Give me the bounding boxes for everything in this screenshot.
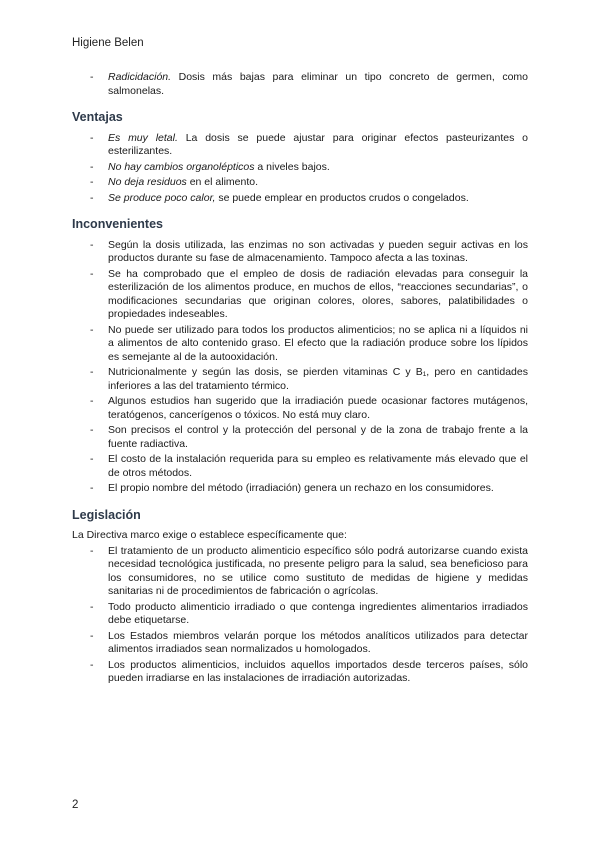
item-text: Dosis más bajas para eliminar un tipo concreto de germen, como salmonelas. — [108, 71, 528, 97]
list-item — [72, 545, 528, 599]
bullet-dash: - — [90, 238, 94, 251]
list-item — [72, 324, 528, 365]
item-text: Los productos alimenticios, incluidos aquellos importados desde terceros países, sólo pueden irradiarse en las instalaciones de irradiación autorizadas. — [108, 658, 528, 684]
item-text: en el alimento. — [186, 176, 259, 188]
bullet-dash: - — [90, 658, 94, 671]
item-emphasis: No deja residuos — [108, 176, 187, 188]
list-item — [72, 482, 528, 496]
section-title-legislacion: Legislación — [72, 507, 141, 522]
bullet-dash: - — [90, 267, 94, 280]
item-emphasis: Se produce poco calor, — [108, 191, 216, 204]
item-text: Se ha comprobado que el empleo de dosis de radiación elevadas para conseguir la esterilización de los alimentos produce, en muchos de ellos, “reacciones secundarias”, o modificaciones secundarias que originan colores, olores, sabores, palatibilidades o propiedades indeseables. — [108, 267, 528, 320]
bullet-dash: - — [90, 323, 94, 336]
list-item — [72, 239, 528, 266]
list-item — [72, 453, 528, 480]
item-text: El propio nombre del método (irradiación) genera un rechazo en los consumidores. — [108, 482, 494, 494]
item-text: Son precisos el control y la protección del personal y de la zona de trabajo frente a la fuente radiactiva. — [108, 424, 528, 450]
item-text: se puede emplear en productos crudos o congelados. — [215, 191, 469, 204]
list-item — [72, 268, 528, 322]
list-item — [72, 630, 528, 657]
bullet-dash: - — [90, 176, 94, 188]
list-item — [72, 176, 528, 190]
item-text: Nutricionalmente y según las dosis, se pierden vitaminas C y B₁, pero en cantidades inferiores a las del tratamiento térmico. — [108, 366, 528, 392]
legislacion-intro: La Directiva marco exige o establece específicamente que: — [72, 529, 347, 541]
list-item — [72, 71, 528, 98]
list-item — [72, 366, 528, 393]
item-emphasis: Radicidación. — [108, 71, 172, 83]
bullet-dash: - — [90, 160, 94, 173]
section-title-inconvenientes: Inconvenientes — [72, 217, 163, 231]
bullet-dash: - — [90, 131, 94, 144]
list-item — [72, 192, 528, 206]
item-text: No puede ser utilizado para todos los productos alimenticios; no se aplica ni a líquidos ni a alimentos de alto contenido graso. El efecto que la radiación produce sobre los lípidos es semejante al de la autooxidación. — [108, 323, 528, 363]
page-content — [72, 71, 528, 688]
item-text: Los Estados miembros velarán porque los métodos analíticos utilizados para detectar alimentos irradiados sean normalizados u homologados. — [108, 629, 528, 655]
item-text: La dosis se puede ajustar para originar efectos pasteurizantes o esterilizantes. — [108, 131, 528, 157]
page-number: 2 — [72, 799, 79, 811]
inconvenientes-list — [72, 239, 528, 496]
bullet-dash: - — [90, 600, 94, 613]
bullet-dash: - — [90, 366, 94, 378]
item-text: Todo producto alimenticio irradiado o que contenga ingredientes alimentarios irradiados debe etiquetarse. — [108, 600, 528, 626]
list-item — [72, 161, 528, 175]
bullet-dash: - — [90, 395, 94, 407]
list-item — [72, 395, 528, 422]
bullet-dash: - — [90, 453, 94, 465]
item-emphasis: Es muy letal. — [108, 131, 178, 144]
item-text: Según la dosis utilizada, las enzimas no son activadas y pueden seguir activas en los productos durante su fase de almacenamiento. Tampoco afecta a las toxinas. — [108, 238, 528, 264]
item-text: a niveles bajos. — [254, 160, 330, 173]
item-text: El costo de la instalación requerida para su empleo es relativamente más elevado que el de otros métodos. — [108, 453, 528, 479]
top-list — [72, 71, 528, 98]
bullet-dash: - — [90, 191, 94, 204]
list-item — [72, 601, 528, 628]
item-text: El tratamiento de un producto alimenticio específico sólo podrá autorizarse cuando exista necesidad tecnológica justificada, no presente peligro para la salud, sea beneficioso para los consumidores, no se utilice como sustituto de medidas de higiene y medidas sanitarias ni de procedimientos de fabricación o agrícolas. — [108, 544, 528, 597]
bullet-dash: - — [90, 629, 94, 642]
item-text: Algunos estudios han sugerido que la irradiación puede ocasionar factores mutágenos, teratógenos, cancerígenos o tóxicos. No está muy claro. — [108, 395, 528, 421]
page-header: Higiene Belen — [72, 37, 144, 49]
list-item — [72, 659, 528, 686]
list-item — [72, 424, 528, 451]
item-emphasis: No hay cambios organolépticos — [108, 160, 255, 173]
ventajas-list — [72, 132, 528, 206]
legislacion-list — [72, 545, 528, 686]
section-title-ventajas: Ventajas — [72, 110, 123, 124]
bullet-dash: - — [90, 544, 94, 557]
bullet-dash: - — [90, 424, 94, 436]
bullet-dash: - — [90, 482, 94, 494]
list-item — [72, 132, 528, 159]
bullet-dash: - — [90, 71, 94, 83]
